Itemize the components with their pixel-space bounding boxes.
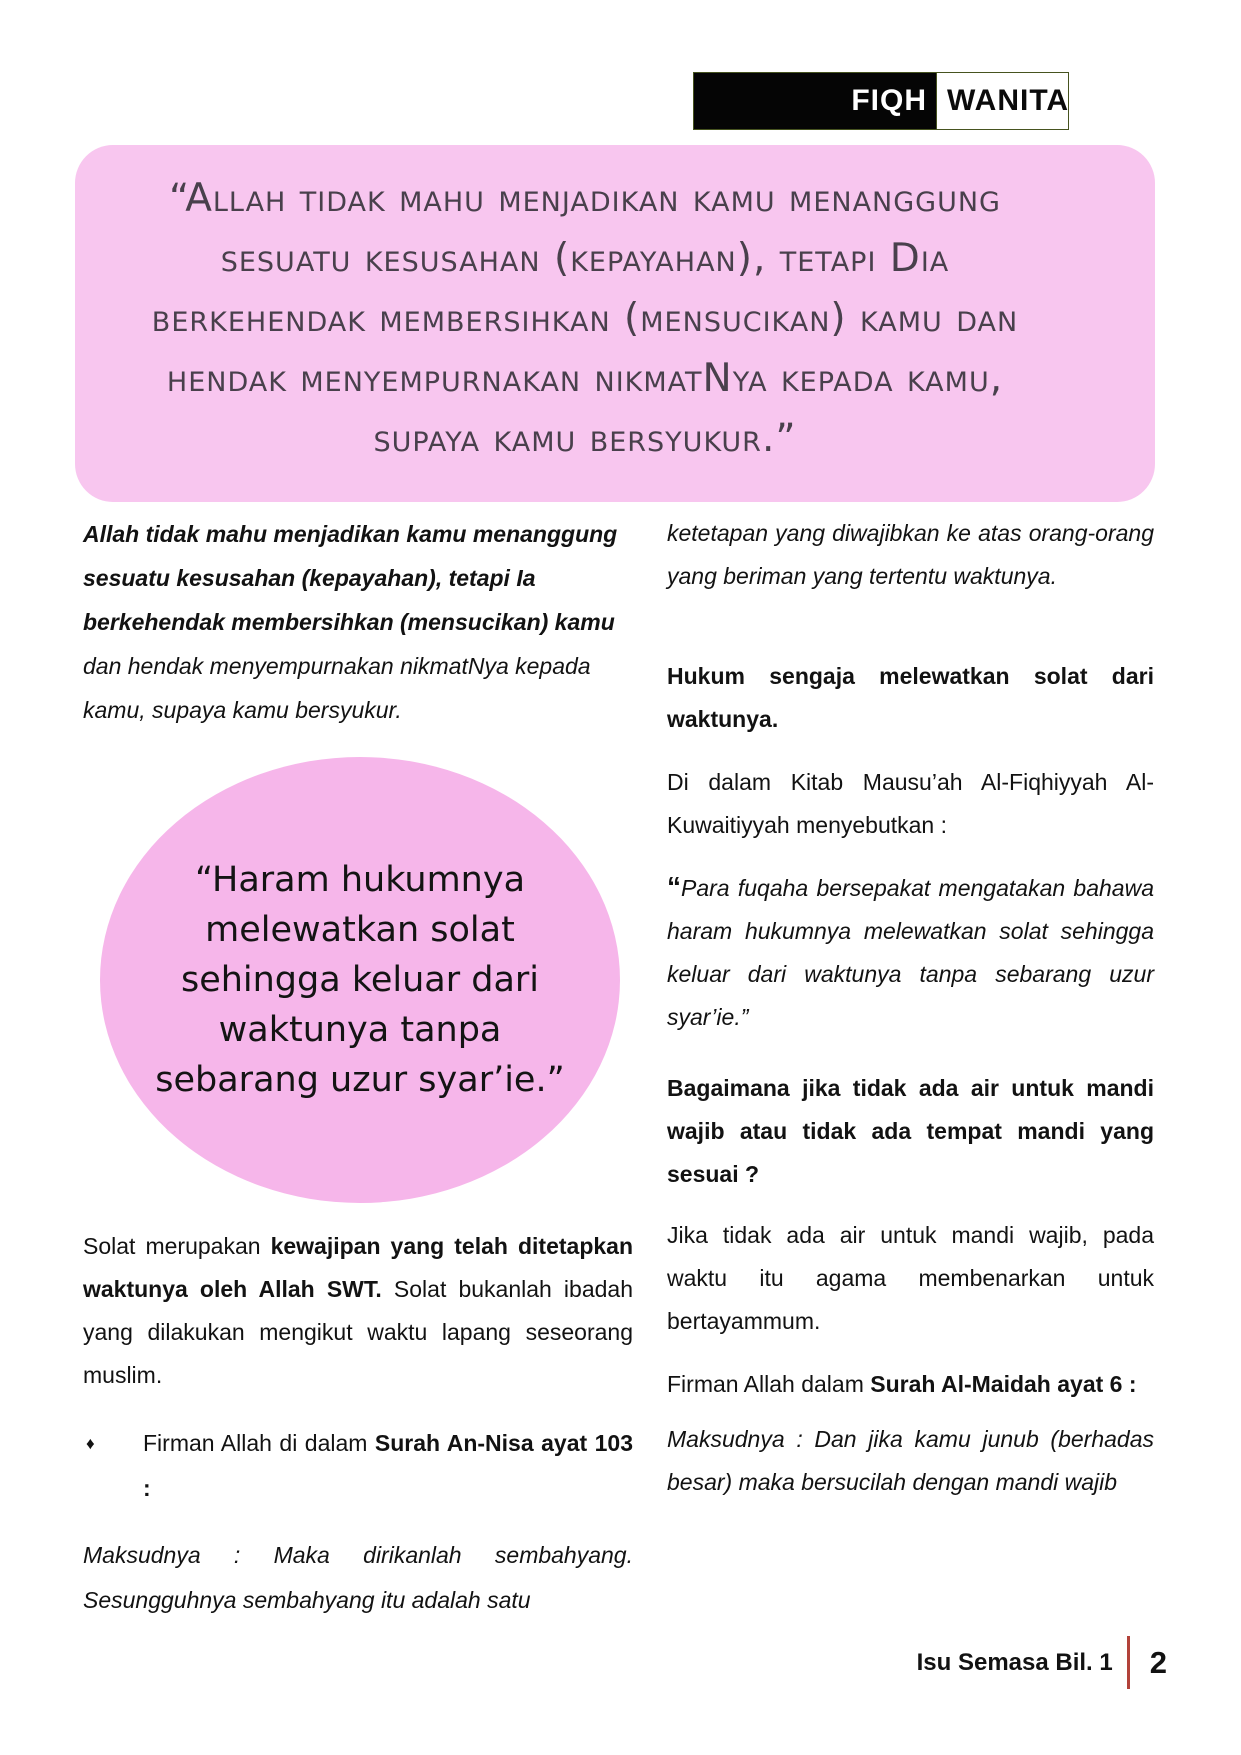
firman-annisa-lead: Firman Allah di dalam bbox=[143, 1430, 368, 1456]
fuqaha-quote-text: Para fuqaha bersepakat mengatakan bahawa haram hukumnya melewatkan solat sehingga keluar dari waktunya tanpa sebarang uzur syar’ie.” bbox=[667, 875, 1154, 1030]
intro-bold-part: Allah tidak mahu menjadikan kamu menanggung sesuatu kesusahan (kepayahan), tetapi Ia berkehendak membersihkan (mensucikan) kamu bbox=[83, 521, 618, 635]
tayammum-paragraph: Jika tidak ada air untuk mandi wajib, pada waktu itu agama membenarkan untuk bertayammum. bbox=[667, 1222, 1154, 1334]
left-column bbox=[83, 512, 633, 1623]
solat-bold: kewajipan yang telah ditetapkan waktunya oleh Allah SWT. bbox=[83, 1233, 634, 1302]
firman-almaidah-lead: Firman Allah dalam bbox=[667, 1371, 864, 1397]
firman-annisa-text bbox=[143, 1421, 633, 1511]
header-brand bbox=[693, 72, 1069, 130]
brand-wanita-box bbox=[936, 73, 1068, 129]
solat-lead: Solat merupakan bbox=[83, 1233, 261, 1259]
intro-regular-part: dan hendak menyempurnakan nikmatNya kepada kamu, supaya kamu bersyukur. bbox=[83, 653, 591, 723]
page-number: 2 bbox=[1149, 1644, 1167, 1680]
bagaimana-heading: Bagaimana jika tidak ada air untuk mandi wajib atau tidak ada tempat mandi yang sesuai ? bbox=[667, 1075, 1154, 1187]
fuqaha-quote-paragraph bbox=[667, 865, 1154, 1039]
footer-divider bbox=[1127, 1636, 1130, 1689]
diamond-bullet-icon: ♦ bbox=[86, 1434, 95, 1453]
firman-bullet-item bbox=[83, 1421, 633, 1511]
maksud-annisa-paragraph: Maksudnya : Maka dirikanlah sembahyang. Sesungguhnya sembahyang itu adalah satu bbox=[83, 1542, 633, 1613]
hukum-heading: Hukum sengaja melewatkan solat dari waktunya. bbox=[667, 663, 1154, 732]
right-column bbox=[667, 512, 1154, 1504]
firman-almaidah-paragraph bbox=[667, 1363, 1154, 1406]
continuation-paragraph: ketetapan yang diwajibkan ke atas orang-orang yang beriman yang tertentu waktunya. bbox=[667, 520, 1154, 589]
circle-quote bbox=[100, 757, 620, 1203]
footer-issue-label: Isu Semasa Bil. 1 bbox=[916, 1648, 1113, 1676]
intro-translation-paragraph bbox=[83, 512, 633, 732]
brand-fiqh-box bbox=[694, 73, 936, 129]
hero-quote-text: “Allah tidak mahu menjadikan kamu menanggung sesuatu kesusahan (kepayahan), tetapi Dia berkehendak membersihkan (mensucikan) kamu dan hendak menyempurnakan nikmatNya kepada kamu, supaya kamu bersyukur.” bbox=[151, 176, 1019, 461]
circle-quote-text: “Haram hukumnya melewatkan solat sehingga keluar dari waktunya tanpa sebarang uzur syar’ie.” bbox=[155, 860, 565, 1100]
firman-annisa-bold: Surah An-Nisa ayat 103 : bbox=[143, 1430, 634, 1501]
kitab-paragraph: Di dalam Kitab Mausu’ah Al-Fiqhiyyah Al-Kuwaitiyyah menyebutkan : bbox=[667, 769, 1154, 838]
opening-quote-mark: “ bbox=[667, 871, 681, 902]
maksud-almaidah-paragraph: Maksudnya : Dan jika kamu junub (berhadas besar) maka bersucilah dengan mandi wajib bbox=[667, 1426, 1154, 1495]
brand-wanita-label: WANITA bbox=[947, 84, 1070, 117]
firman-almaidah-bold: Surah Al-Maidah ayat 6 : bbox=[870, 1371, 1137, 1397]
solat-rest: Solat bukanlah ibadah yang dilakukan mengikut waktu lapang seseorang muslim. bbox=[83, 1276, 633, 1388]
page-footer bbox=[917, 1636, 1167, 1689]
hero-quote-box bbox=[75, 145, 1155, 502]
brand-fiqh-label: FIQH bbox=[851, 84, 927, 117]
solat-paragraph bbox=[83, 1225, 633, 1397]
